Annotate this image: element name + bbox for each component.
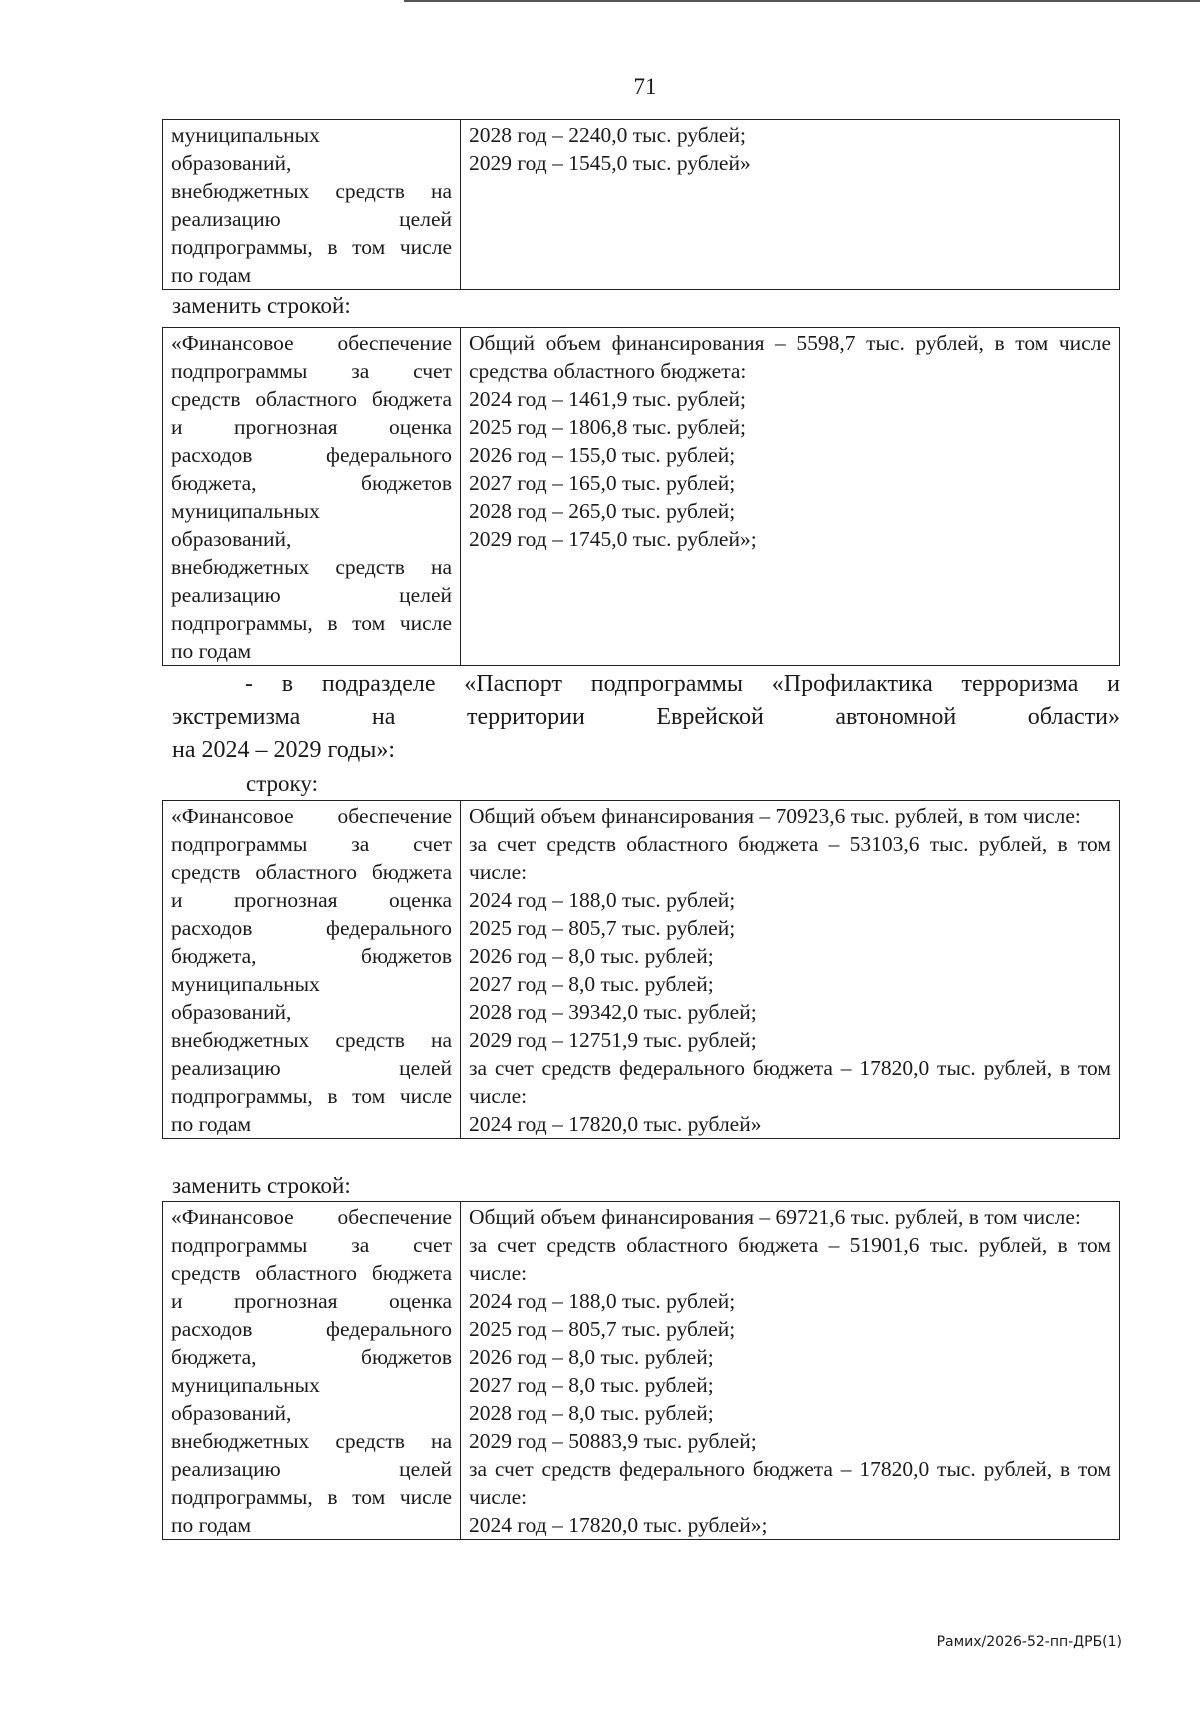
row-label-line: «Финансовое обеспечение [171, 1205, 452, 1229]
table-old-row-tail [162, 119, 1120, 290]
row-label-line: внебюджетных средств на [171, 1028, 452, 1052]
row-label-line: подпрограммы за счет [171, 359, 452, 383]
row-label-line: средств областного бюджета [171, 860, 452, 884]
funding-total-text: Общий объем финансирования – 70923,6 тыс. рублей, в том числе: [469, 804, 1081, 828]
row-label-line: расходов федерального [171, 916, 452, 940]
row-label-line: внебюджетных средств на [171, 555, 452, 579]
row-word-label: строку: [246, 771, 318, 796]
row-label-line: подпрограммы, в том числе [171, 235, 452, 259]
row-label-line: внебюджетных средств на [171, 1429, 452, 1453]
table-replacement-row-1 [162, 327, 1120, 666]
row-value-cell [461, 801, 1120, 1139]
year-line: 2027 год – 8,0 тыс. рублей; [469, 1373, 714, 1397]
row-label-line: по годам [171, 1513, 252, 1537]
year-line: 2029 год – 1545,0 тыс. рублей» [469, 151, 751, 175]
regional-budget-text: за счет средств областного бюджета – 53103,6 тыс. рублей, в том числе: [469, 832, 1111, 884]
year-line: 2027 год – 8,0 тыс. рублей; [469, 972, 714, 996]
year-line: 2028 год – 39342,0 тыс. рублей; [469, 1000, 757, 1024]
row-label-line: средств областного бюджета [171, 387, 452, 411]
row-label-line: и прогнозная оценка [171, 415, 452, 439]
row-label-line: по годам [171, 263, 252, 287]
funding-total-text: Общий объем финансирования – 5598,7 тыс. рублей, в том числе средства областного бюджета: [469, 331, 1111, 383]
row-label-cell [163, 801, 461, 1139]
year-line: 2024 год – 17820,0 тыс. рублей» [469, 1112, 762, 1136]
regional-budget-text: за счет средств областного бюджета – 51901,6 тыс. рублей, в том числе: [469, 1233, 1111, 1285]
row-label-line: и прогнозная оценка [171, 888, 452, 912]
row-value-cell [461, 1202, 1120, 1540]
year-line: 2025 год – 805,7 тыс. рублей; [469, 916, 736, 940]
row-label-line: и прогнозная оценка [171, 1289, 452, 1313]
year-line: 2026 год – 8,0 тыс. рублей; [469, 944, 714, 968]
row-label-line: реализацию целей [171, 207, 452, 231]
row-label-line: муниципальных [171, 1373, 320, 1397]
row-label-line: подпрограммы, в том числе [171, 1084, 452, 1108]
year-line: 2027 год – 165,0 тыс. рублей; [469, 471, 736, 495]
row-label-cell [163, 1202, 461, 1540]
year-line: 2024 год – 188,0 тыс. рублей; [469, 888, 736, 912]
year-line: 2024 год – 17820,0 тыс. рублей»; [469, 1513, 768, 1537]
row-label-line: подпрограммы за счет [171, 1233, 452, 1257]
scan-top-edge-line [404, 0, 1200, 2]
row-label-cell [163, 120, 461, 290]
row-label-line: образований, [171, 151, 292, 175]
row-label-line: по годам [171, 639, 252, 663]
subsection-paragraph [172, 668, 1120, 767]
row-label-line: образований, [171, 1401, 292, 1425]
row-label-line: подпрограммы, в том числе [171, 611, 452, 635]
year-line: 2025 год – 805,7 тыс. рублей; [469, 1317, 736, 1341]
row-label-line: «Финансовое обеспечение [171, 331, 452, 355]
year-line: 2025 год – 1806,8 тыс. рублей; [469, 415, 746, 439]
row-label-line: бюджета, бюджетов [171, 471, 452, 495]
year-line: 2029 год – 50883,9 тыс. рублей; [469, 1429, 757, 1453]
row-label-line: муниципальных [171, 499, 320, 523]
row-label-line: расходов федерального [171, 443, 452, 467]
row-value-cell [461, 328, 1120, 666]
federal-budget-text: за счет средств федерального бюджета – 17820,0 тыс. рублей, в том числе: [469, 1056, 1111, 1108]
row-label-cell [163, 328, 461, 666]
row-label-line: реализацию целей [171, 1457, 452, 1481]
row-label-line: образований, [171, 527, 292, 551]
row-label-line: подпрограммы, в том числе [171, 1485, 452, 1509]
year-line: 2028 год – 265,0 тыс. рублей; [469, 499, 736, 523]
page-number: 71 [633, 74, 657, 99]
funding-total-text: Общий объем финансирования – 69721,6 тыс. рублей, в том числе: [469, 1205, 1081, 1229]
row-label-line: «Финансовое обеспечение [171, 804, 452, 828]
row-label-line: внебюджетных средств на [171, 179, 452, 203]
paragraph-line: на 2024 – 2029 годы»: [172, 737, 396, 763]
row-value-cell [461, 120, 1120, 290]
federal-budget-text: за счет средств федерального бюджета – 17820,0 тыс. рублей, в том числе: [469, 1457, 1111, 1509]
row-label-line: бюджета, бюджетов [171, 1345, 452, 1369]
table-old-row [162, 800, 1120, 1139]
paragraph-line: экстремизма на территории Еврейской автономной области» [172, 704, 1120, 730]
year-line: 2028 год – 2240,0 тыс. рублей; [469, 123, 746, 147]
replace-with-label: заменить строкой: [172, 293, 351, 318]
table-replacement-row-2 [162, 1201, 1120, 1540]
year-line: 2028 год – 8,0 тыс. рублей; [469, 1401, 714, 1425]
year-line: 2029 год – 12751,9 тыс. рублей; [469, 1028, 757, 1052]
row-label-line: муниципальных [171, 972, 320, 996]
row-label-line: подпрограммы за счет [171, 832, 452, 856]
row-label-line: реализацию целей [171, 583, 452, 607]
row-label-line: расходов федерального [171, 1317, 452, 1341]
year-line: 2029 год – 1745,0 тыс. рублей»; [469, 527, 757, 551]
year-line: 2024 год – 1461,9 тыс. рублей; [469, 387, 746, 411]
row-label-line: бюджета, бюджетов [171, 944, 452, 968]
row-label-line: средств областного бюджета [171, 1261, 452, 1285]
year-line: 2026 год – 155,0 тыс. рублей; [469, 443, 736, 467]
replace-with-label: заменить строкой: [172, 1173, 351, 1198]
year-line: 2026 год – 8,0 тыс. рублей; [469, 1345, 714, 1369]
row-label-line: муниципальных [171, 123, 320, 147]
row-label-line: по годам [171, 1112, 252, 1136]
paragraph-line: - в подразделе «Паспорт подпрограммы «Профилактика терроризма и [245, 671, 1120, 697]
row-label-line: образований, [171, 1000, 292, 1024]
row-label-line: реализацию целей [171, 1056, 452, 1080]
document-code-footer: Рамих/2026-52-пп-ДРБ(1) [936, 1634, 1122, 1650]
year-line: 2024 год – 188,0 тыс. рублей; [469, 1289, 736, 1313]
